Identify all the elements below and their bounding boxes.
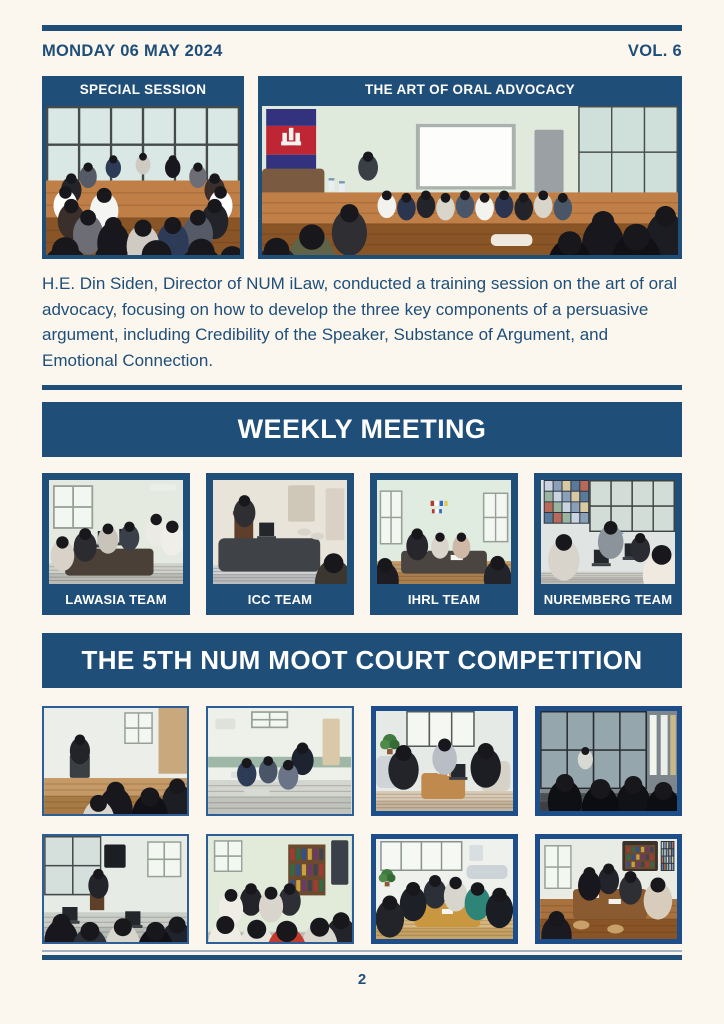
weekly-teams-row <box>42 473 682 615</box>
hero-card-special-session <box>42 76 244 259</box>
photo-nuremberg-team <box>541 480 675 584</box>
header-rule <box>42 25 682 31</box>
team-label-icc: ICC TEAM <box>247 592 313 607</box>
section-divider <box>42 385 682 390</box>
photo-lawasia-team <box>49 480 183 584</box>
team-card-ihrl <box>370 473 518 615</box>
hero-caption-oral-advocacy: THE ART OF ORAL ADVOCACY <box>258 76 682 102</box>
footer-rule-thick <box>42 955 682 960</box>
moot-court-banner: THE 5TH NUM MOOT COURT COMPETITION <box>42 633 682 688</box>
moot-photo-7 <box>371 834 518 944</box>
photo-oral-advocacy <box>258 102 682 259</box>
moot-photo-2 <box>206 706 353 816</box>
team-card-icc <box>206 473 354 615</box>
page-number: 2 <box>357 971 367 988</box>
photo-icc-team <box>213 480 347 584</box>
moot-photo-4 <box>535 706 682 816</box>
team-label-nuremberg: NUREMBERG TEAM <box>543 592 673 607</box>
hero-section <box>42 76 682 259</box>
footer-rules <box>42 950 682 960</box>
masthead <box>42 42 682 61</box>
moot-photo-5 <box>42 834 189 944</box>
masthead-date: MONDAY 06 MAY 2024 <box>42 42 223 60</box>
team-card-lawasia <box>42 473 190 615</box>
photo-special-session <box>42 102 244 259</box>
moot-photo-grid <box>42 706 682 944</box>
weekly-meeting-banner: WEEKLY MEETING <box>42 402 682 457</box>
footer-rule-thin <box>42 950 682 952</box>
lede-paragraph: H.E. Din Siden, Director of NUM iLaw, conducted a training session on the art of oral advocacy, focusing on how to develop the three key components of a persuasive argument, including Credibility of the Speaker, Substance of Argument, and Emotional Connection. <box>42 274 677 370</box>
hero-caption-special-session: SPECIAL SESSION <box>42 76 244 102</box>
masthead-volume: VOL. 6 <box>627 42 682 60</box>
team-card-nuremberg <box>534 473 682 615</box>
hero-card-oral-advocacy <box>258 76 682 259</box>
moot-photo-6 <box>206 834 353 944</box>
moot-photo-3 <box>371 706 518 816</box>
moot-photo-8 <box>535 834 682 944</box>
photo-ihrl-team <box>377 480 511 584</box>
team-label-lawasia: LAWASIA TEAM <box>65 592 167 607</box>
team-label-ihrl: IHRL TEAM <box>407 592 481 607</box>
moot-photo-1 <box>42 706 189 816</box>
